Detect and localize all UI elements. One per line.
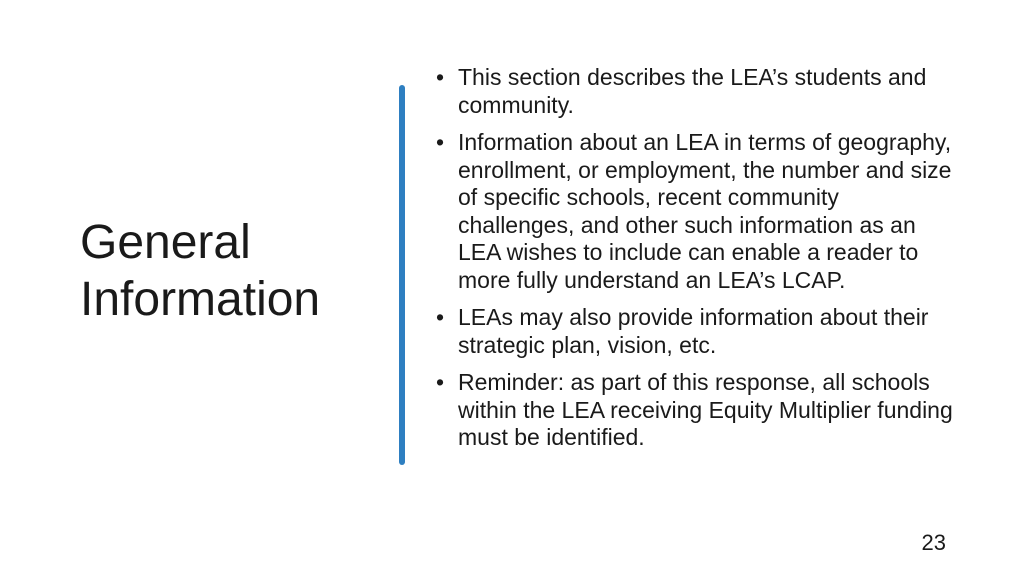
bullet-text: Information about an LEA in terms of geography, enrollment, or employment, the number and size of specific schools, recent community challenges, and other such information as an LEA wishes to include can enable a reader to more fully understand an LEA’s LCAP. (458, 129, 952, 293)
list-item (436, 64, 956, 119)
bullet-text: This section describes the LEA’s students and community. (458, 64, 927, 118)
bullet-text: Reminder: as part of this response, all schools within the LEA receiving Equity Multiplier funding must be identified. (458, 369, 953, 450)
bullet-list (436, 64, 956, 462)
bullet-text: LEAs may also provide information about their strategic plan, vision, etc. (458, 304, 929, 358)
page-number: 23 (921, 530, 946, 555)
bullet-icon: • (436, 369, 445, 395)
list-item (436, 369, 956, 452)
bullet-icon: • (436, 64, 445, 90)
list-item (436, 304, 956, 359)
list-item (436, 129, 956, 294)
bullet-icon: • (436, 129, 445, 155)
slide-title: General Information (80, 216, 321, 326)
bullet-icon: • (436, 304, 445, 330)
vertical-divider (399, 85, 405, 465)
